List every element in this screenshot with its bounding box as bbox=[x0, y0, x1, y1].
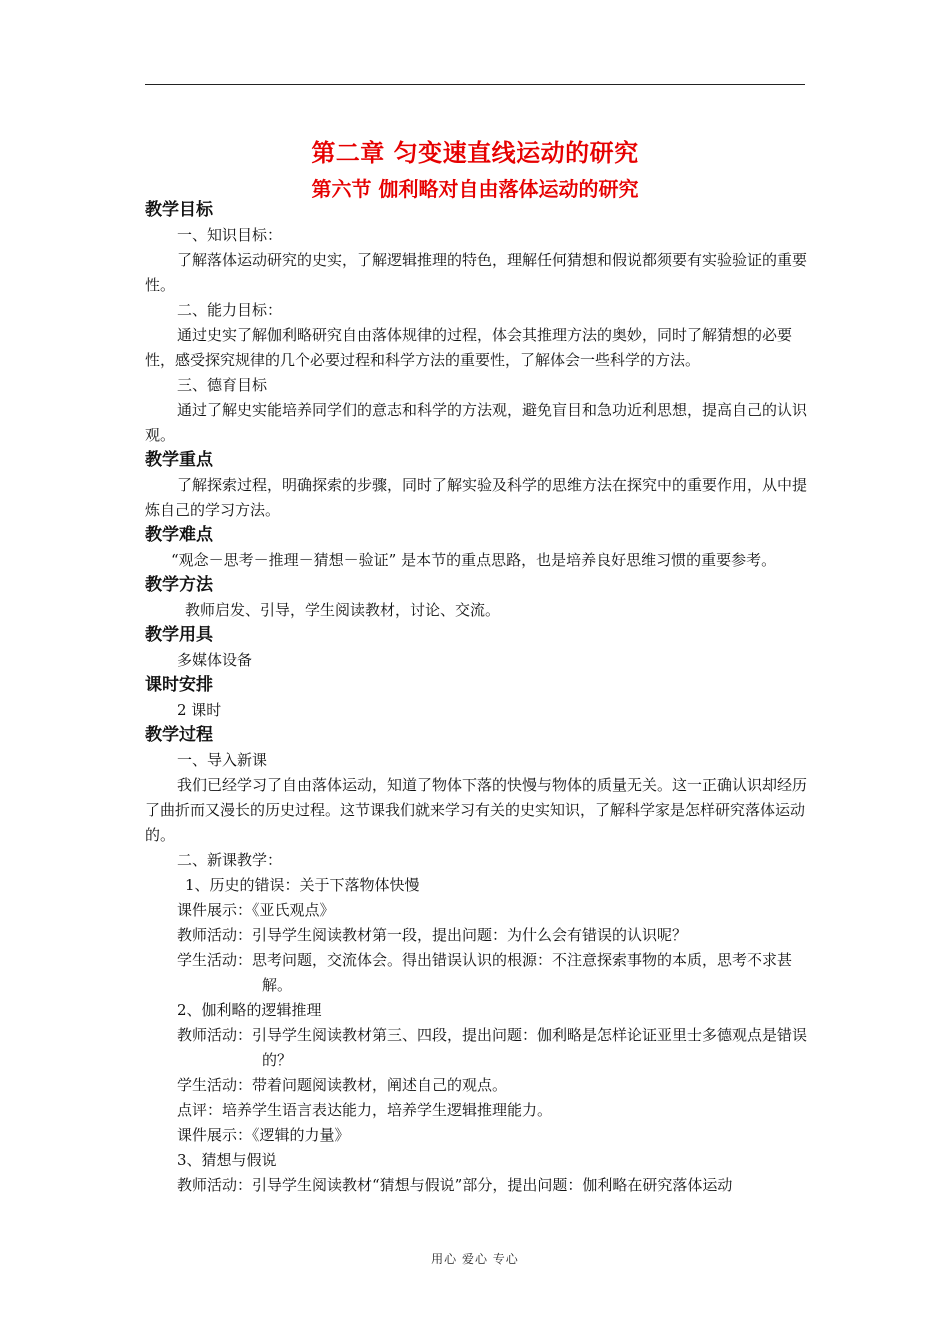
heading-schedule: 课时安排 bbox=[145, 675, 213, 695]
step2-teacher: 教师活动：引导学生阅读教材第三、四段，提出问题：伽利略是怎样论证亚里士多德观点是错误的？ bbox=[177, 1026, 808, 1069]
heading-key-points: 教学重点 bbox=[145, 450, 213, 470]
heading-process: 教学过程 bbox=[145, 725, 213, 745]
document-body bbox=[145, 198, 815, 1198]
knowledge-goal-text: 了解落体运动研究的史实，了解逻辑推理的特色，理解任何猜想和假说都须要有实验验证的重要性。 bbox=[145, 251, 808, 294]
step2-title: 2、伽利略的逻辑推理 bbox=[177, 1001, 322, 1019]
new-lesson-label: 二、新课教学： bbox=[177, 851, 283, 869]
step2-comment: 点评：培养学生语言表达能力，培养学生逻辑推理能力。 bbox=[177, 1101, 553, 1119]
schedule-text: 2 课时 bbox=[177, 701, 222, 719]
step1-title: 1、历史的错误：关于下落物体快慢 bbox=[185, 876, 420, 894]
heading-goals: 教学目标 bbox=[145, 200, 213, 220]
ability-goal-label: 二、能力目标： bbox=[177, 301, 283, 319]
tools-text: 多媒体设备 bbox=[177, 651, 253, 669]
step2-student: 学生活动：带着问题阅读教材，阐述自己的观点。 bbox=[177, 1076, 508, 1094]
moral-goal-label: 三、德育目标 bbox=[177, 376, 268, 394]
step2-show: 课件展示：《逻辑的力量》 bbox=[177, 1126, 350, 1144]
key-points-text: 了解探索过程，明确探索的步骤，同时了解实验及科学的思维方法在探究中的重要作用，从中提炼自己的学习方法。 bbox=[145, 476, 808, 519]
intro-text: 我们已经学习了自由落体运动，知道了物体下落的快慢与物体的质量无关。这一正确认识却经历了曲折而又漫长的历史过程。这节课我们就来学习有关的史实知识，了解科学家是怎样研究落体运动的。 bbox=[145, 776, 808, 844]
ability-goal-text: 通过史实了解伽利略研究自由落体规律的过程，体会其推理方法的奥妙，同时了解猜想的必要性，感受探究规律的几个必要过程和科学方法的重要性，了解体会一些科学的方法。 bbox=[145, 326, 793, 369]
step1-show: 课件展示：《亚氏观点》 bbox=[177, 901, 335, 919]
heading-tools: 教学用具 bbox=[145, 625, 213, 645]
difficulties-text: “观念－思考－推理－猜想－验证” 是本节的重点思路，也是培养良好思维习惯的重要参考。 bbox=[171, 551, 777, 569]
knowledge-goal-label: 一、知识目标： bbox=[177, 226, 283, 244]
step1-student: 学生活动：思考问题，交流体会。得出错误认识的根源：不注意探索事物的本质，思考不求甚解。 bbox=[177, 951, 793, 994]
header-rule bbox=[145, 84, 805, 85]
page-footer: 用心 爱心 专心 bbox=[431, 1252, 519, 1266]
heading-difficulties: 教学难点 bbox=[145, 525, 213, 545]
heading-methods: 教学方法 bbox=[145, 575, 213, 595]
section-title: 第六节 伽利略对自由落体运动的研究 bbox=[311, 177, 639, 201]
moral-goal-text: 通过了解史实能培养同学们的意志和科学的方法观，避免盲目和急功近利思想，提高自己的认识观。 bbox=[145, 401, 808, 444]
step1-teacher: 教师活动：引导学生阅读教材第一段，提出问题：为什么会有错误的认识呢？ bbox=[177, 926, 688, 944]
intro-label: 一、导入新课 bbox=[177, 751, 268, 769]
step3-teacher: 教师活动：引导学生阅读教材“猜想与假说”部分，提出问题：伽利略在研究落体运动 bbox=[177, 1176, 733, 1194]
step3-title: 3、猜想与假说 bbox=[177, 1151, 277, 1169]
chapter-title: 第二章 匀变速直线运动的研究 bbox=[311, 139, 639, 167]
methods-text: 教师启发、引导，学生阅读教材，讨论、交流。 bbox=[185, 601, 501, 619]
